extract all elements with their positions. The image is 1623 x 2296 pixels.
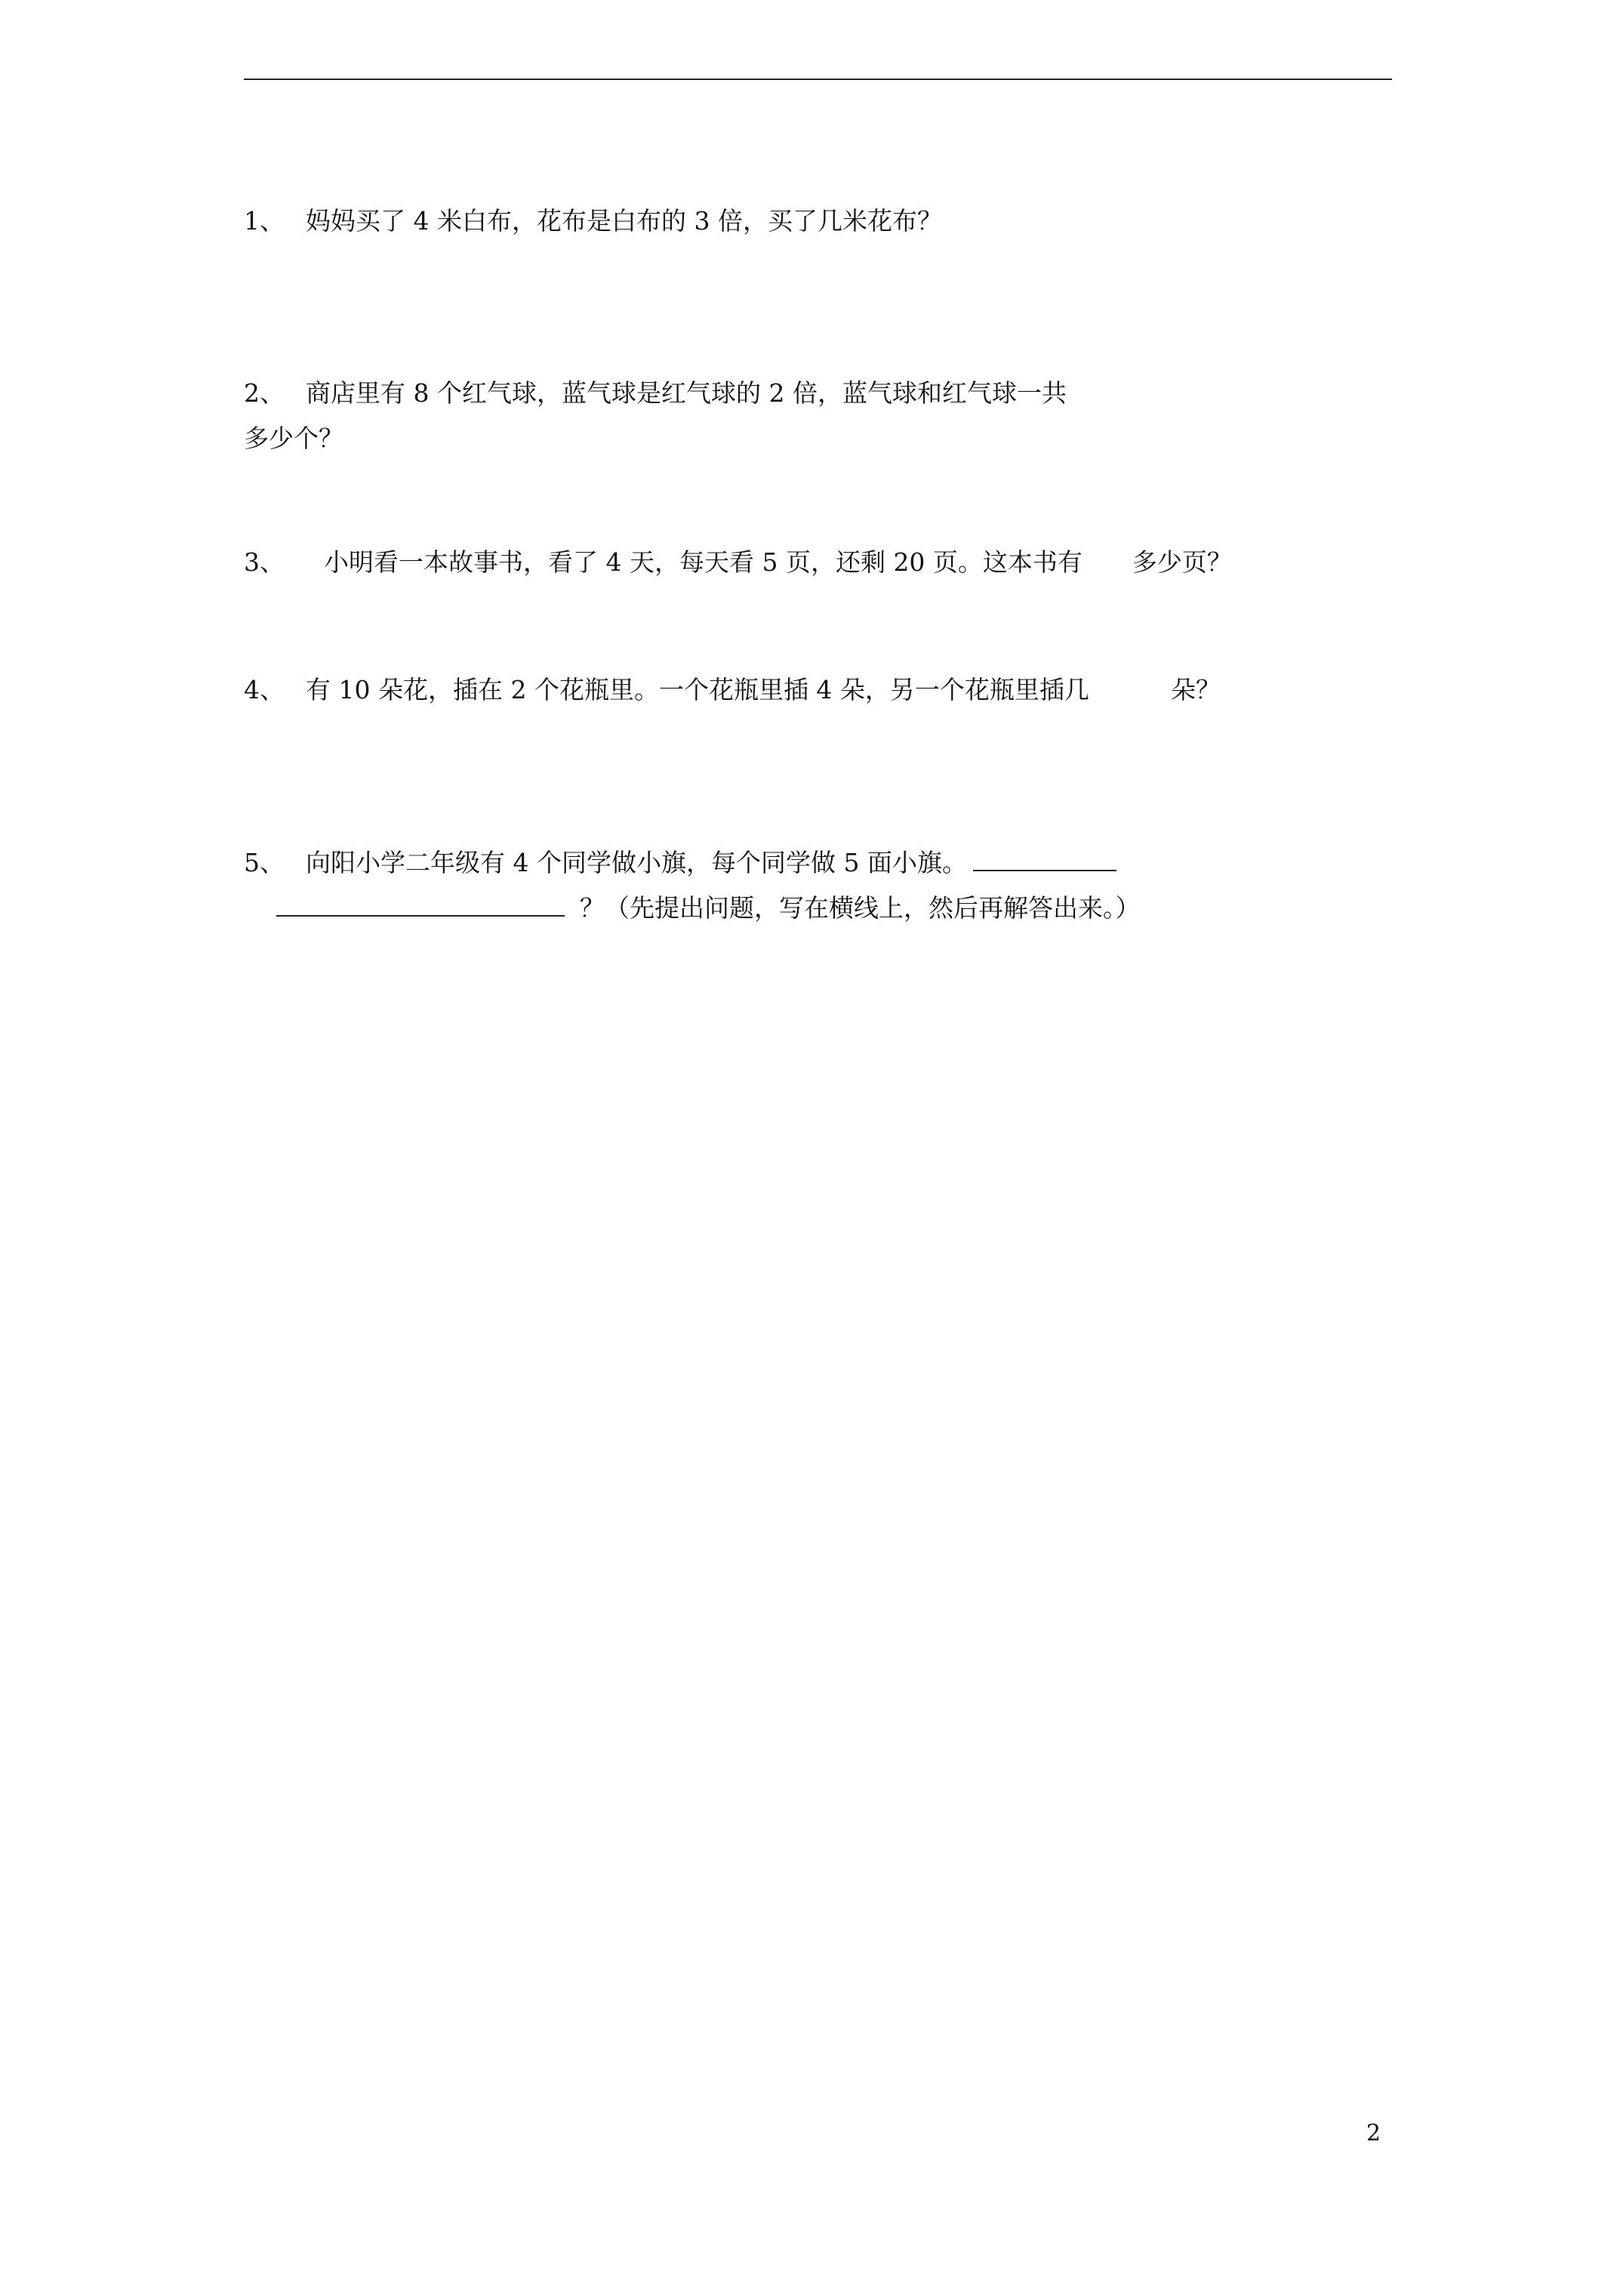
question-1 xyxy=(244,205,942,237)
question-3 xyxy=(244,547,1232,578)
question-number: 4、 xyxy=(244,675,285,704)
answer-blank-line[interactable] xyxy=(973,847,1116,871)
question-text: 向阳小学二年级有 4 个同学做小旗，每个同学做 5 面小旗。 xyxy=(306,848,967,877)
question-text: 妈妈买了 4 米白布，花布是白布的 3 倍，买了几米花布？ xyxy=(306,206,942,236)
question-2-continued xyxy=(244,423,343,455)
question-number: 5、 xyxy=(244,848,285,877)
question-number: 3、 xyxy=(244,547,285,577)
question-text: 小明看一本故事书，看了 4 天，每天看 5 页，还剩 20 页。这本书有 xyxy=(324,547,1083,577)
question-text-end: 朵？ xyxy=(1170,675,1221,704)
question-text: 多少个？ xyxy=(244,424,343,453)
question-5 xyxy=(244,847,1116,879)
answer-blank-line[interactable] xyxy=(276,892,565,917)
question-number: 2、 xyxy=(244,378,285,408)
question-text-end: 多少页？ xyxy=(1132,547,1232,577)
question-text: 有 10 朵花，插在 2 个花瓶里。一个花瓶里插 4 朵，另一个花瓶里插几 xyxy=(306,675,1089,704)
question-text: ？（先提出问题，写在横线上，然后再解答出来。） xyxy=(580,893,1141,923)
question-2 xyxy=(244,378,1067,409)
question-4 xyxy=(244,674,1221,706)
page-number: 2 xyxy=(1366,2120,1381,2147)
header-rule xyxy=(244,79,1392,80)
question-text: 商店里有 8 个红气球，蓝气球是红气球的 2 倍，蓝气球和红气球一共 xyxy=(306,378,1067,408)
question-number: 1、 xyxy=(244,206,285,236)
question-5-continued xyxy=(276,892,1141,924)
